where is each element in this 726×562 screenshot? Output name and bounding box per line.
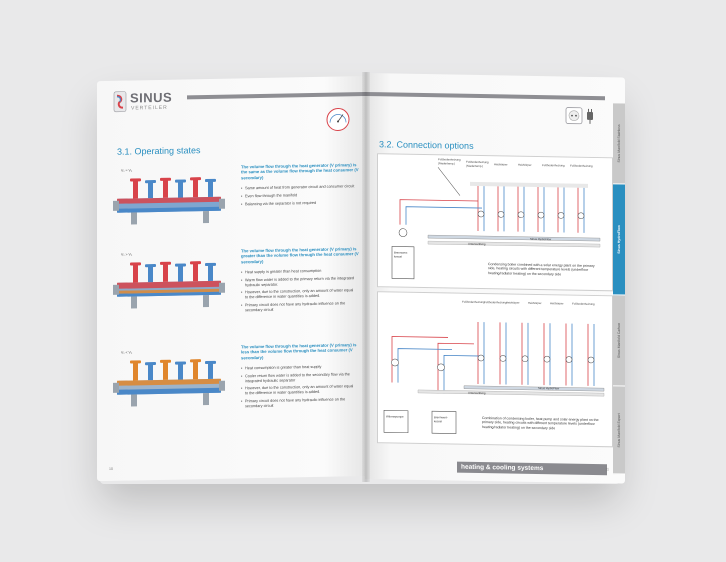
circuit-label: Fußbodenheizung: [542, 163, 565, 168]
bullet-item: • Even flow through the manifold: [241, 192, 357, 199]
bullet-item: • Heat supply is greater than heat consumption: [241, 268, 357, 275]
footer-text: heating & cooling systems: [461, 463, 544, 473]
manifold-image-less: [111, 353, 229, 417]
flow-label: V₁ = V₂: [121, 168, 133, 173]
sub-label: Untervertilung: [468, 390, 486, 396]
bullet-item: • Primary circuit does not have any hydraulic influence on the secondary circuit: [241, 397, 357, 409]
operating-state-3: [107, 342, 357, 457]
socket-icon: [565, 106, 599, 125]
logo-wordmark: SINUS: [130, 89, 173, 106]
manifold-image-greater: [111, 255, 229, 319]
boiler-label: Wärmepumpe: [386, 414, 404, 419]
logo-subtitle: VERTEILER: [131, 104, 168, 112]
page-number: 11: [605, 467, 609, 472]
state-title: The volume flow through the heat generator (V primary) is greater than the volume flow through the heat consumer (V secondary): [241, 246, 359, 265]
diagram-caption: Condensing boiler combined with a solar energy plant on the primary side, heating circuits with different temperature levels (underfloor heating/radiator heating) on the secondary side: [488, 262, 595, 277]
state-bullets: [241, 268, 357, 316]
side-tab-label: Sinus HydroFlow: [617, 225, 621, 254]
operating-state-2: [107, 246, 357, 351]
side-tab[interactable]: [613, 386, 625, 474]
circuit-labels: [438, 157, 598, 180]
circuit-label: Heizkörper: [506, 300, 520, 305]
circuit-labels: [462, 300, 612, 323]
bullet-item: • Same amount of heat from generator circuit and consumer circuit: [241, 184, 357, 191]
bus-label: Sinus HydroFlow: [530, 236, 552, 242]
circuit-label: Heizkörper: [550, 301, 564, 306]
bullet-item: • Cooler return flow water is added to the secondary flow via the integrated hydraulic separator: [241, 372, 357, 384]
brand-logo: [113, 87, 183, 114]
circuit-label: Fußbodenheizung: [572, 301, 595, 307]
bullet-item: • Primary circuit does not have any hydraulic influence on the secondary circuit: [241, 301, 357, 313]
sub-label: Untervertilung: [468, 241, 486, 247]
header-bar: [187, 92, 365, 99]
section-heading: 3.1. Operating states: [117, 145, 201, 157]
side-tabs: [613, 103, 625, 473]
circuit-label: Fußbodenheizung: [462, 299, 485, 305]
side-tab-active[interactable]: [613, 184, 625, 295]
flow-label: V₁ > V₂: [121, 252, 133, 257]
bullet-item: • However, due to the construction, only an amount of water equal to the difference in water quantities is added.: [241, 289, 357, 301]
diagram-caption: Combination of condensing boiler, heat pump and solar energy plant on the primary side, heating circuits with different temperature levels (underfloor heating/radiator heating) on the secondary side: [482, 416, 599, 431]
bullet-item: • However, due to the construction, only an amount of water equal to the difference in water quantities is added.: [241, 385, 357, 397]
circuit-label: Fußbodenheizung: [570, 163, 593, 168]
state-bullets: [241, 364, 357, 412]
circuit-label: Fußbodenheizung: [484, 300, 507, 305]
circuit-label: Heizkörper: [518, 162, 532, 167]
boiler-label: Brennwert-kessel: [394, 250, 408, 259]
socket-plug-graphic: [565, 106, 599, 125]
page-number: 10: [109, 466, 113, 471]
flow-label: V₁ < V₂: [121, 350, 133, 355]
side-tab[interactable]: [613, 295, 625, 386]
header-bar: [365, 92, 605, 100]
bullet-item: • Heat consumption is greater than heat supply: [241, 364, 357, 371]
circuit-label: Heizkörper: [494, 162, 508, 167]
gauge-icon: [325, 106, 351, 132]
logo-mark-icon: [113, 91, 127, 113]
right-page: [365, 73, 625, 484]
state-title: The volume flow through the heat generator (V primary) is less than the volume flow through the heat consumer (V secondary): [241, 342, 357, 361]
state-title: The volume flow through the heat generator (V primary) is the same as the volume flow through the heat consumer (V secondary): [241, 162, 359, 181]
side-tab[interactable]: [613, 103, 625, 184]
circuit-label: Fußbodenheizung (Niedertemp.): [438, 157, 461, 166]
section-heading: 3.2. Connection options: [379, 139, 474, 151]
book-spine: [362, 72, 370, 482]
side-tab-label: Sinus Manifold Carbon: [617, 322, 621, 359]
bus-label: Sinus HydroFlow: [538, 386, 560, 391]
manifold-image-equal: [111, 171, 229, 235]
circuit-label: Heizkörper: [528, 300, 542, 306]
connection-diagram-2: [377, 291, 613, 447]
state-bullets: [241, 184, 357, 210]
bullet-item: • Balancing via the separator is not required: [241, 200, 357, 207]
footer-band: [457, 462, 607, 476]
connection-diagram-1: [377, 153, 613, 291]
side-tab-label: Sinus Manifold Stainless: [617, 124, 621, 163]
left-page: [97, 76, 365, 481]
circuit-label: Fußbodenheizung (Niedertemp.): [466, 159, 489, 169]
bullet-item: • Warm flow water is added to the primary return via the integrated hydraulic separator.: [241, 276, 357, 288]
boiler-label: Brennwert-kessel: [434, 415, 448, 424]
side-tab-label: Sinus Manifold Expert: [617, 412, 621, 447]
